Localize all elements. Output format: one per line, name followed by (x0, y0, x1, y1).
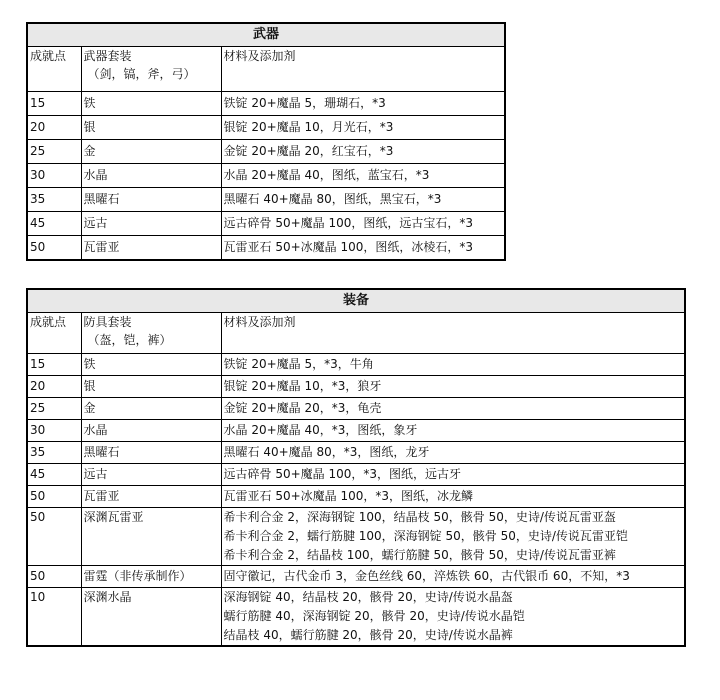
materials-cell: 远古碎骨 50+魔晶 100，*3，图纸，远古牙 (221, 464, 685, 486)
materials-cell: 远古碎骨 50+魔晶 100，图纸，远古宝石，*3 (221, 212, 505, 236)
points-cell: 25 (27, 398, 81, 420)
header-weapon-set-label: 武器套装 (83, 49, 132, 63)
header-materials: 材料及添加剂 (221, 313, 685, 354)
materials-cell: 铁锭 20+魔晶 5，珊瑚石，*3 (221, 92, 505, 116)
table-row (27, 486, 685, 508)
table-row (27, 212, 505, 236)
materials-cell: 黑曜石 40+魔晶 80，图纸，黑宝石，*3 (221, 188, 505, 212)
materials-cell: 黑曜石 40+魔晶 80，*3，图纸，龙牙 (221, 442, 685, 464)
header-weapon-set-sub: （剑，镐，斧，弓） (87, 67, 196, 81)
weapons-table (26, 22, 506, 261)
table-row (27, 398, 685, 420)
materials-line: 蠕行筋腱 40，深海钢锭 20，骸骨 20，史诗/传说水晶铠 (223, 609, 525, 623)
set-name-cell: 深渊水晶 (81, 588, 221, 647)
table-row (27, 354, 685, 376)
points-cell: 50 (27, 486, 81, 508)
set-name-cell: 水晶 (81, 164, 221, 188)
table-row (27, 588, 685, 647)
points-cell: 10 (27, 588, 81, 647)
header-armor-set-sub: （盔，铠，裤） (87, 333, 172, 347)
set-name-cell: 深渊瓦雷亚 (81, 508, 221, 566)
table-row (27, 376, 685, 398)
points-cell: 45 (27, 464, 81, 486)
points-cell: 50 (27, 236, 81, 261)
table-row (27, 188, 505, 212)
header-armor-set (81, 313, 221, 354)
header-weapon-set (81, 47, 221, 92)
points-cell: 35 (27, 188, 81, 212)
table-row (27, 420, 685, 442)
materials-line: 希卡利合金 2，蠕行筋腱 100，深海钢锭 50，骸骨 50，史诗/传说瓦雷亚铠 (223, 529, 628, 543)
materials-cell: 固守徽记，古代金币 3，金色丝线 60，淬炼铁 60，古代银币 60，不知，*3 (221, 566, 685, 588)
set-name-cell: 金 (81, 140, 221, 164)
armor-table (26, 288, 686, 647)
materials-line: 希卡利合金 2，深海钢锭 100，结晶枝 50，骸骨 50，史诗/传说瓦雷亚盔 (223, 510, 616, 524)
set-name-cell: 瓦雷亚 (81, 236, 221, 261)
set-name-cell: 瓦雷亚 (81, 486, 221, 508)
materials-cell: 瓦雷亚石 50+冰魔晶 100，图纸，冰棱石，*3 (221, 236, 505, 261)
materials-cell: 金锭 20+魔晶 20，*3，龟壳 (221, 398, 685, 420)
materials-cell: 金锭 20+魔晶 20，红宝石，*3 (221, 140, 505, 164)
materials-line: 结晶枝 40，蠕行筋腱 20，骸骨 20，史诗/传说水晶裤 (223, 628, 513, 642)
points-cell: 25 (27, 140, 81, 164)
materials-cell: 水晶 20+魔晶 40，图纸，蓝宝石，*3 (221, 164, 505, 188)
materials-cell: 银锭 20+魔晶 10，月光石，*3 (221, 116, 505, 140)
header-materials: 材料及添加剂 (221, 47, 505, 92)
set-name-cell: 银 (81, 376, 221, 398)
header-points: 成就点 (27, 47, 81, 92)
materials-line: 希卡利合金 2，结晶枝 100，蠕行筋腱 50，骸骨 50，史诗/传说瓦雷亚裤 (223, 548, 616, 562)
table-row (27, 508, 685, 566)
set-name-cell: 铁 (81, 92, 221, 116)
set-name-cell: 黑曜石 (81, 188, 221, 212)
table-row (27, 116, 505, 140)
points-cell: 30 (27, 420, 81, 442)
points-cell: 30 (27, 164, 81, 188)
points-cell: 50 (27, 566, 81, 588)
set-name-cell: 雷霆（非传承制作） (81, 566, 221, 588)
table-row (27, 566, 685, 588)
points-cell: 20 (27, 376, 81, 398)
points-cell: 15 (27, 354, 81, 376)
table-row (27, 140, 505, 164)
set-name-cell: 远古 (81, 212, 221, 236)
points-cell: 15 (27, 92, 81, 116)
materials-cell (221, 508, 685, 566)
materials-cell: 银锭 20+魔晶 10，*3，狼牙 (221, 376, 685, 398)
materials-cell: 水晶 20+魔晶 40，*3，图纸，象牙 (221, 420, 685, 442)
points-cell: 35 (27, 442, 81, 464)
armor-table-title: 装备 (27, 289, 685, 313)
weapons-table-title: 武器 (27, 23, 505, 47)
materials-cell: 瓦雷亚石 50+冰魔晶 100，*3，图纸，冰龙鳞 (221, 486, 685, 508)
set-name-cell: 黑曜石 (81, 442, 221, 464)
table-row (27, 442, 685, 464)
points-cell: 45 (27, 212, 81, 236)
table-row (27, 236, 505, 261)
points-cell: 20 (27, 116, 81, 140)
table-row (27, 164, 505, 188)
set-name-cell: 银 (81, 116, 221, 140)
set-name-cell: 铁 (81, 354, 221, 376)
header-points: 成就点 (27, 313, 81, 354)
materials-cell (221, 588, 685, 647)
table-row (27, 92, 505, 116)
header-armor-set-label: 防具套装 (83, 315, 132, 329)
set-name-cell: 金 (81, 398, 221, 420)
points-cell: 50 (27, 508, 81, 566)
set-name-cell: 水晶 (81, 420, 221, 442)
set-name-cell: 远古 (81, 464, 221, 486)
table-row (27, 464, 685, 486)
materials-cell: 铁锭 20+魔晶 5，*3，牛角 (221, 354, 685, 376)
materials-line: 深海钢锭 40，结晶枝 20，骸骨 20，史诗/传说水晶盔 (223, 590, 513, 604)
